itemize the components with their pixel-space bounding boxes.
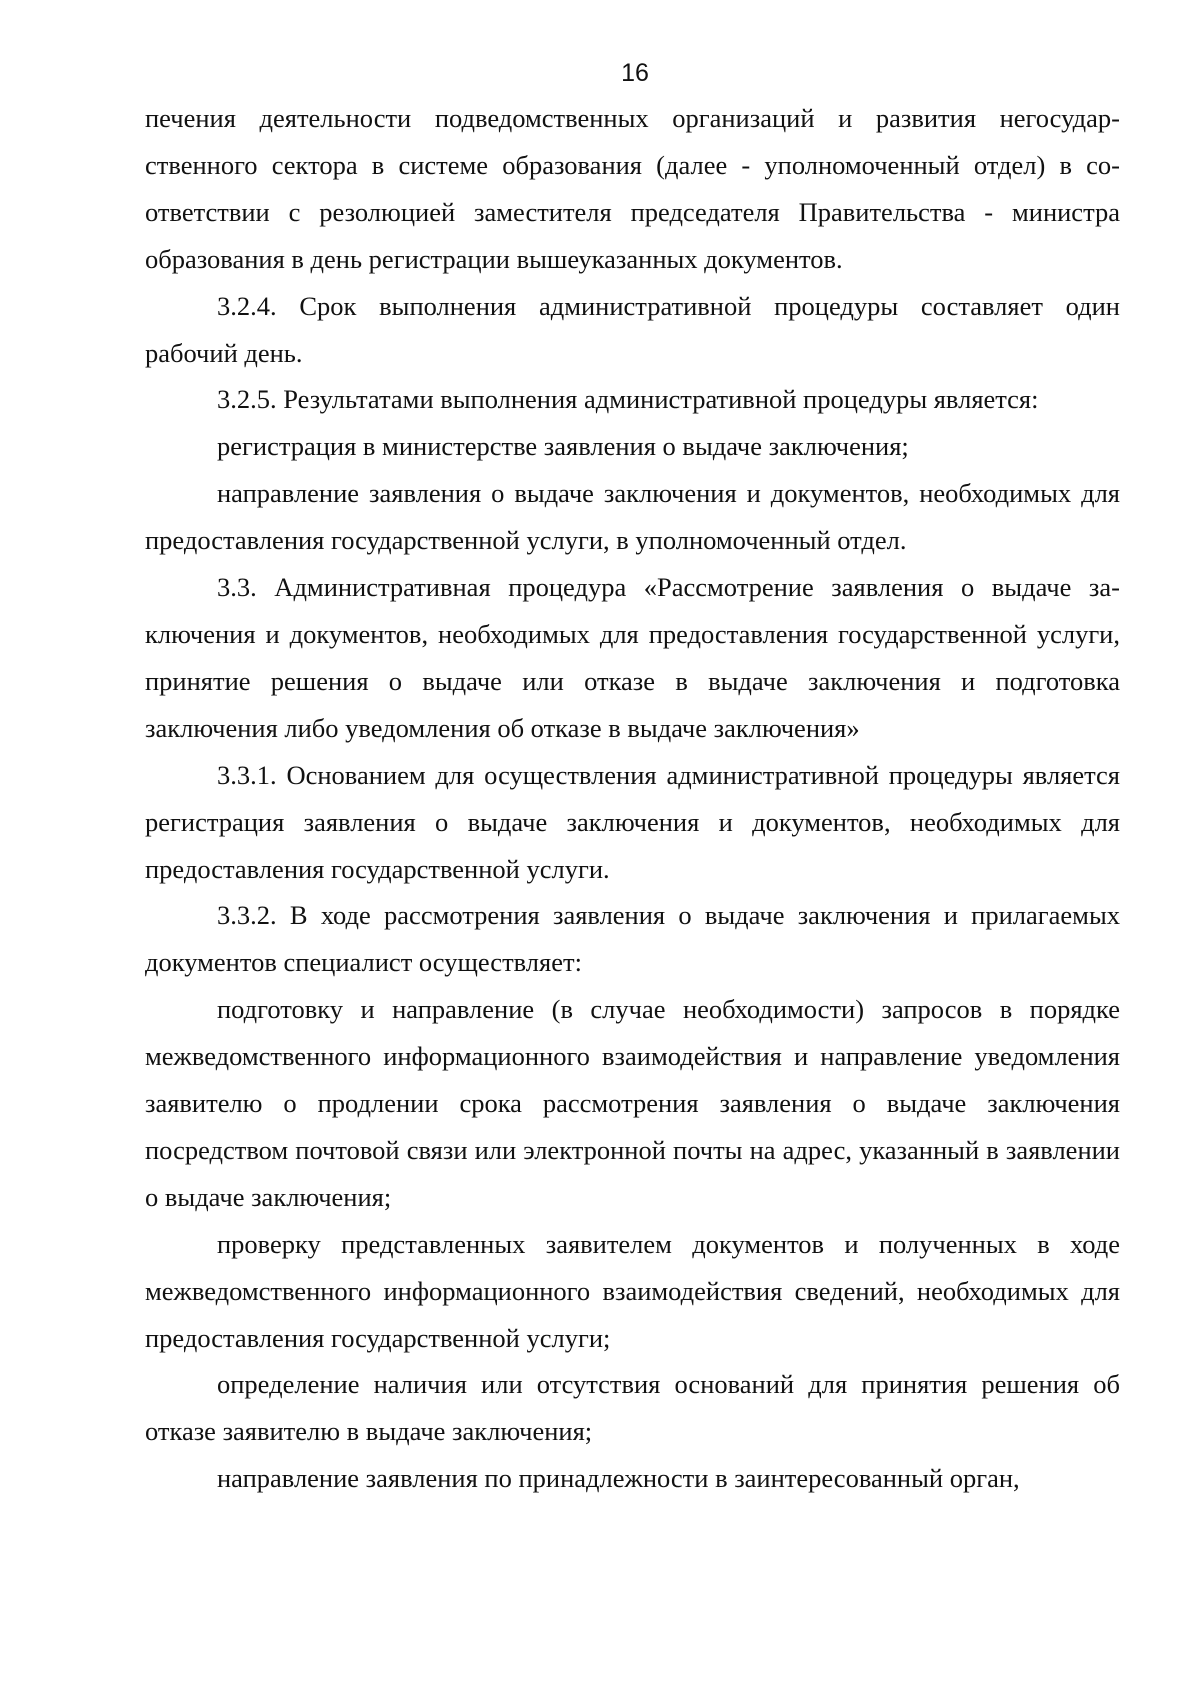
page-number: 16: [621, 59, 649, 87]
paragraph-3-3-2: 3.3.2. В ходе рассмотрения заявления о выдаче заключения и прилагаемых документов специалист осуществляет:: [145, 900, 1120, 978]
paragraph-3-2-4: 3.2.4. Срок выполнения административной процедуры составляет один рабочий день.: [145, 290, 1120, 368]
document-body: [145, 95, 1120, 1502]
paragraph-3-3: 3.3. Административная процедура «Рассмотрение заявления о выдаче заключения и документов, необходимых для предоставления государственной услуги, принятие решения о выдаче или отказе в выдаче заключения и подготовка заключения либо уведомления об отказе в выдаче заключения»: [145, 572, 1120, 743]
paragraph-requests: подготовку и направление (в случае необходимости) запросов в порядке межведомственного информационного взаимодействия и направление уведомления заявителю о продлении срока рассмотрения заявления о выдаче заключения посредством почтовой связи или электронной почты на адрес, указанный в заявлении о выдаче заключения;: [145, 994, 1120, 1212]
paragraph-continuation: печения деятельности подведомственных организаций и развития негосударственного сектора в системе образования (далее - уполномоченный отдел) в соответствии с резолюцией заместителя председателя Правительства - министра образования в день регистрации вышеуказанных документов.: [145, 103, 1120, 274]
paragraph-result-registration: регистрация в министерстве заявления о выдаче заключения;: [217, 431, 909, 462]
paragraph-result-forwarding: направление заявления о выдаче заключения и документов, необходимых для предоставления государственной услуги, в уполномоченный отдел.: [145, 478, 1120, 556]
paragraph-document-check: проверку представленных заявителем документов и полученных в ходе межведомственного информационного взаимодействия сведений, необходимых для предоставления государственной услуги;: [145, 1228, 1120, 1353]
paragraph-3-3-1: 3.3.1. Основанием для осуществления административной процедуры является регистрация заявления о выдаче заключения и документов, необходимых для предоставления государственной услуги.: [145, 759, 1120, 884]
paragraph-3-2-5: 3.2.5. Результатами выполнения административной процедуры является:: [217, 384, 1039, 415]
paragraph-forwarding-by-jurisdiction: направление заявления по принадлежности в заинтересованный орган,: [217, 1463, 1020, 1494]
paragraph-grounds-determination: определение наличия или отсутствия оснований для принятия решения об отказе заявителю в выдаче заключения;: [145, 1369, 1120, 1447]
